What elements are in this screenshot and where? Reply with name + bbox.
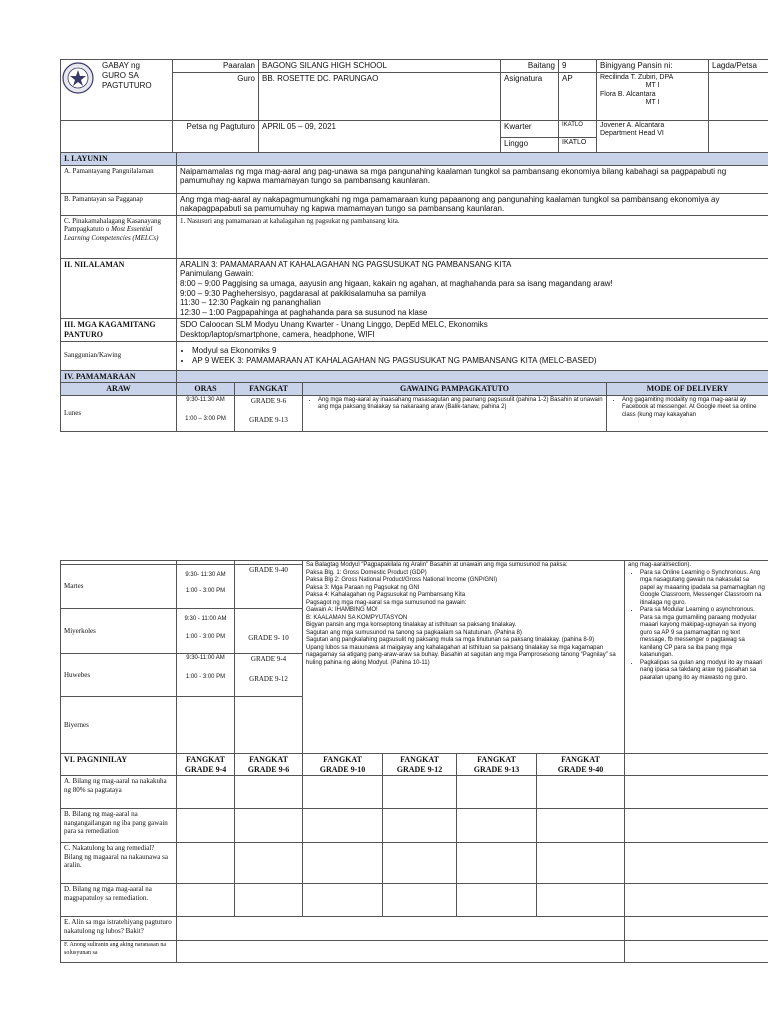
page-2: [0, 560, 768, 1024]
melc-label-1: C. Pinakamahalagang Kasanayang Pampagkatuto o: [64, 216, 161, 234]
col-araw: ARAW: [61, 383, 177, 396]
page-1: [0, 0, 768, 450]
fangkat-col-4: [383, 754, 457, 776]
pagganap-label: B. Pamantayan sa Pagganap: [61, 193, 177, 215]
asignatura-value: AP: [559, 72, 597, 120]
guro-label: Guro: [173, 72, 259, 120]
lunes-oras-1: 9:30-11:30 AM: [186, 396, 225, 403]
schedule-line-4: 12:30 – 1:00 Pagpapahinga at paghahanda para sa susunod na klase: [180, 307, 428, 317]
gawain-line-3: Paksa Blg 2: Gross National Product/Gross National Income (GNP/GNI): [306, 577, 498, 583]
gawain-line-9: Bigyan pansin ang mga konseptong tinalakay at isthituan sa paksang tinalakay.: [306, 622, 517, 628]
reference-1: • Modyul sa Ekonomiks 9: [192, 346, 765, 356]
biyernes-oras: [177, 697, 235, 754]
guide-title-3: PAGTUTURO: [102, 81, 152, 90]
header-table: [60, 59, 768, 155]
fangkat-col-1: [177, 754, 235, 776]
schedule-line-3: 11:30 – 12:30 Pagkain ng pananghalian: [180, 298, 321, 308]
lagda-label: Lagda/Petsa: [709, 60, 768, 73]
schedule-line-1: 8:00 – 9:00 Paggising sa umaga, aayusin ang higaan, kakain ng agahan, at maghahanda para sa isang magandang araw!: [180, 278, 613, 288]
guide-title-1: GABAY ng: [102, 61, 140, 70]
huwebes-fangkat: [235, 654, 303, 697]
paaralan-value: BAGONG SILANG HIGH SCHOOL: [259, 60, 501, 73]
schedule-table-cont: [60, 560, 768, 963]
fangkat-col-2-l2: GRADE 9-6: [247, 764, 290, 774]
fangkat-col-1-l1: FANGKAT: [186, 755, 225, 764]
reviewer-2: Flora B. Alcantara: [600, 90, 656, 98]
martes-oras-2: 1:00 - 3:00 PM: [185, 587, 226, 594]
kwarter-value: IKATLO: [559, 120, 597, 137]
petsa-label: Petsa ng Pagtuturo: [173, 120, 259, 154]
mode-item-3: • Pagkalipas sa gulan ang modyul ito ay maaari nang ipasa sa takdang araw ng pasahan sa paaralan upang ito ay mawasto ng guro.: [640, 660, 765, 683]
mode-cont: ang mag-aaral/section).: [628, 562, 692, 568]
reflection-row-c: C. Nakatulong ba ang remedial? Bilang ng magaaral na nakaunawa sa aralin.: [61, 843, 177, 884]
reflection-row-d: D. Bilang ng mga mag-aaral na magpapatuloy sa remediation.: [61, 884, 177, 917]
lunes-fangkat: [235, 395, 303, 431]
reviewer-3-title: Department Head VI: [600, 130, 664, 138]
miyerkoles-fangkat: GRADE 9- 10: [235, 609, 303, 654]
pamantayang-text: Naipamamalas ng mga mag-aaral ang pag-unawa sa mga pangunahing kaalaman tungkol sa pambansang ekonomiya bilang kabahagi sa pagpapabuti ng pamumuhay ng kapwa mamamayan tungo sa pambansang kaunlaran.: [177, 165, 768, 193]
martes-oras-1: 9:30- 11:30 AM: [185, 572, 226, 578]
fangkat-col-3: [303, 754, 383, 776]
baitang-label: Baitang: [501, 60, 559, 73]
fangkat-col-5-l2: GRADE 9-13: [473, 764, 520, 774]
petsa-value: APRIL 05 – 09, 2021: [259, 120, 501, 154]
mode-item-top: • Ang gagamiting modality ng mga mag-aaral ay Facebook at messenger. At Google meet sa online class (kung may kakayahan: [622, 397, 765, 420]
aralin-title: ARALIN 3: PAMAMARAAN AT KAHALAGAHAN NG PAGSUSUKAT NG PAMBANSANG KITA: [180, 259, 512, 269]
pamamaraan-heading: IV. PAMAMARAAN: [61, 370, 177, 383]
lesson-table: [60, 152, 768, 432]
fangkat-col-4-l1: FANGKAT: [400, 755, 439, 764]
mode-item-2: • Para sa Modular Learning o asynchronous. Para sa mga gumamiling paraang modyular maaari kayong makipag-ugnayan sa inyong guro sa AP 9 sa pamamagitan ng text message, fb messenger o pagtawag sa kanilang CP para sa iba pang mga katanungan.: [640, 607, 765, 660]
kagamitan-heading: III. MGA KAGAMITANG PANTURO: [61, 319, 177, 341]
gawain-line-7: Gawain A: IHAMBING MO!: [306, 607, 378, 613]
reviewer-3: Jovener A. Alcantara: [600, 121, 665, 129]
fangkat-col-2-l1: FANGKAT: [249, 755, 288, 764]
martes-fangkat: GRADE 9-40: [235, 565, 303, 609]
huwebes-grade-1: GRADE 9-4: [250, 655, 287, 663]
gawain-continued: [303, 561, 625, 754]
reviewers-cell: [597, 72, 709, 120]
fangkat-col-6-l2: GRADE 9-40: [557, 764, 604, 774]
reflection-row-b: B. Bilang ng mag-aaral na nangangailangan ng iba pang gawain para sa remediation: [61, 809, 177, 843]
lunes-grade-2: GRADE 9-13: [249, 416, 288, 425]
gawain-line-2: Paksa Blg. 1: Gross Domestic Product (GDP): [306, 569, 427, 576]
pamantayang-label: A. Pamantayang Pangnilalaman: [61, 165, 177, 193]
gawain-line-6: Pagsagot ng mga mag-aaral sa mga sumusunod na gawain:: [306, 599, 467, 606]
department-head-cell: [597, 120, 709, 154]
signature-cell: [709, 72, 768, 120]
fangkat-col-6: [537, 754, 625, 776]
fangkat-col-5-l1: FANGKAT: [477, 755, 516, 764]
lunes-grade-1: GRADE 9-6: [250, 396, 287, 405]
pagninilay-heading: VI. PAGNINILAY: [61, 754, 177, 776]
day-martes: Martes: [61, 565, 177, 609]
lunes-gawain-item: • Ang mga mag-aaral ay inaasahang masasagutan ang paunang pagsusulit (pahina 1-2) Basahin at unawain ang mga paksang tinalakay sa nakaraang araw (Balik-tanaw, pahina 2): [318, 397, 603, 412]
huwebes-grade-2: GRADE 9-12: [249, 674, 288, 683]
gawain-line-11: Sagutan ang pangkalahing pagsusulit ng paksang mula sa mga tinutunan sa paksang tinalakay. (pahina 8-9): [306, 637, 595, 643]
binigyang-label: Binigyang Pansin ni:: [597, 60, 709, 73]
gawain-line-1: Sa Balagtag Modyul “Pagpapakilala ng Aralin” Basahin at unawain ang mga sumusunod na paksa:: [306, 562, 568, 568]
mode-of-delivery-cont: [625, 561, 768, 754]
fangkat-col-2: [235, 754, 303, 776]
linggo-label: Linggo: [501, 137, 559, 154]
baitang-value: 9: [559, 60, 597, 73]
miyerkoles-oras: [177, 609, 235, 654]
signature-cell-2: [709, 120, 768, 154]
sanggunian-label: Sanggunian/Kawing: [61, 341, 177, 370]
schedule-line-2: 9:00 – 9:30 Paghehersisyo, pagdarasal at pakikisalamuha sa pamilya: [180, 288, 426, 298]
gawain-line-4: Paksa 3: Mga Paraan ng Pagsukat ng GNI: [306, 584, 420, 591]
col-oras: ORAS: [177, 383, 235, 396]
col-mode: MODE OF DELIVERY: [607, 383, 768, 396]
col-gawain: GAWAING PAMPAGKATUTO: [303, 383, 607, 396]
pagganap-text: Ang mga mag-aaral ay nakapagmumungkahi ng mga pamamaraan kung papaanong ang pangunahing kaalaman tungkol sa pambansang ekonomiya ay nakapagpapabuti sa pamumuhay ng kapwa mamamayan tungo sa pambansang kaunlaran.: [177, 193, 768, 215]
melc-label-2: Most Essential Learning Competencies (MELCs): [64, 225, 159, 242]
panimulang-gawain: Panimulang Gawain:: [180, 269, 254, 279]
layunin-heading: I. LAYUNIN: [61, 153, 177, 166]
kagamitan-content: [177, 319, 768, 341]
melc-text: 1. Nasusuri ang pamamaraan at kahalagahan ng pagsukat ng pambansang kita.: [177, 215, 768, 258]
gawain-line-5: Paksa 4: Kahalagahan ng Pagsusukat ng Pambansang Kita: [306, 592, 466, 598]
reflection-row-a: A. Bilang ng mag-aaral na nakakuha ng 80% sa pagtataya: [61, 776, 177, 809]
guro-value: BB. ROSETTE DC. PARUNGAO: [259, 72, 501, 120]
day-miyerkoles: Miyerkoles: [61, 609, 177, 654]
huwebes-oras-1: 9:30-11:00 AM: [186, 655, 225, 661]
fangkat-col-5: [457, 754, 537, 776]
lunes-oras: [177, 395, 235, 431]
day-huwebes: Huwebes: [61, 654, 177, 697]
sanggunian-content: [177, 341, 768, 370]
fangkat-col-4-l2: GRADE 9-12: [396, 764, 443, 774]
day-lunes: Lunes: [61, 395, 177, 431]
lunes-gawain: [303, 395, 607, 431]
reviewer-1-title: MT I: [645, 82, 660, 90]
reviewer-2-title: MT I: [645, 99, 660, 107]
reflection-row-f: F. Anong suliranin ang aking naranasan na solusyunan sa: [61, 941, 177, 963]
fangkat-col-3-l2: GRADE 9-10: [319, 764, 366, 774]
day-biyernes: Biyernes: [61, 697, 177, 754]
reference-2: • AP 9 WEEK 3: PAMAMARAAN AT KAHALAGAHAN NG PAGSUSUKAT NG PAMBANSANG KITA (MELC-BASED): [192, 356, 765, 366]
paaralan-label: Paaralan: [173, 60, 259, 73]
huwebes-oras-2: 1:00 - 3:00 PM: [185, 673, 226, 680]
asignatura-label: Asignatura: [501, 72, 559, 120]
martes-oras: [177, 565, 235, 609]
col-fangkat: FANGKAT: [235, 383, 303, 396]
gawain-line-8: B: KAALAMAN SA KOMPYUTASYON: [306, 614, 408, 621]
guide-title-2: GURO SA: [102, 71, 139, 80]
nilalaman-heading: II. NILALAMAN: [61, 258, 177, 319]
fangkat-col-1-l2: GRADE 9-4: [184, 764, 227, 774]
reviewer-1: Recilinda T. Zubiri, DPA: [600, 73, 674, 81]
lunes-oras-2: 1:00 – 3:00 PM: [185, 416, 226, 423]
melc-label: [61, 215, 177, 258]
reflection-row-e: E. Alin sa mga istratehiyang pagtuturo nakatulong ng lubos? Bakit?: [61, 917, 177, 941]
miyerkoles-oras-1: 9:30 - 11:00 AM: [184, 616, 227, 622]
fangkat-col-6-l1: FANGKAT: [561, 755, 600, 764]
huwebes-oras: [177, 654, 235, 697]
miyerkoles-oras-2: 1:00 - 3:00 PM: [185, 633, 226, 640]
gawain-line-12: Upang lubos sa mauunawa at maigayay ang kahalagahan at isthituan sa paksang tinalakay sa mga kagamapan nagagamay sa atigang pang-araw-araw sa buhay. Basahin at sagutan ang mga Pamprosesong tanong “Pagnilay” sa huling pahina ng aking Modyul. (Pahina 10-11): [306, 644, 616, 666]
mode-item-1: • Para sa Online Learning o Synchronous. Ang mga nasagutang gawain na nakasulat sa papel ay maaaring ipadala sa pamamagitan ng Google Classroom, Messenger Classroom na itinalaga ng guro.: [640, 570, 765, 608]
kwarter-label: Kwarter: [501, 120, 559, 137]
kagamitan-line-2: Desktop/laptop/smartphone, camera, headphone, WIFI: [180, 329, 375, 339]
kagamitan-line-1: SDO Caloocan SLM Modyu Unang Kwarter - Unang Linggo, DepEd MELC, Ekonomiks: [180, 320, 488, 330]
fangkat-col-3-l1: FANGKAT: [323, 755, 362, 764]
nilalaman-content: [177, 258, 768, 319]
biyernes-fangkat: [235, 697, 303, 754]
gawain-line-10: Sagutan ang mga sumusunod na tanong sa pagkaalam sa Natutunan. (Pahina 8): [306, 629, 522, 636]
linggo-value: IKATLO: [559, 137, 597, 154]
mode-of-delivery-top: [607, 395, 768, 431]
